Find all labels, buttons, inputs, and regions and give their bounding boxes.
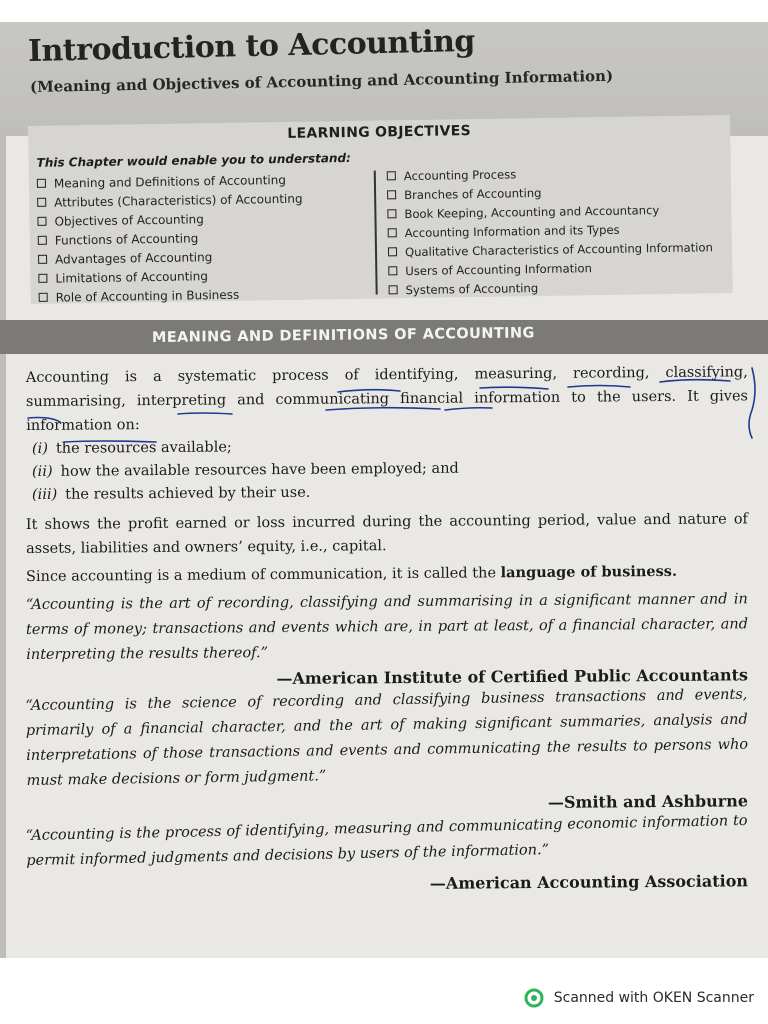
chapter-subtitle: (Meaning and Objectives of Accounting and Accounting Information) (29, 66, 614, 96)
point-item: (iii) the results achieved by their use. (31, 484, 311, 503)
scanner-text: Scanned with OKEN Scanner (553, 990, 754, 1006)
checkbox-icon (388, 247, 397, 256)
objective-item: Users of Accounting Information (388, 256, 713, 280)
objective-item: Role of Accounting in Business (39, 284, 305, 307)
chapter-title: Introduction to Accounting (27, 23, 476, 69)
checkbox-icon (387, 190, 396, 199)
profit-paragraph: It shows the profit earned or loss incurred during the accounting period, value and nature of assets, liabilities and owners’ equity, i.e., capital. (25, 511, 748, 557)
checkbox-icon (37, 179, 46, 188)
objectives-column-divider (374, 171, 377, 295)
learning-objectives-intro: This Chapter would enable you to understand: (36, 150, 351, 170)
definition-paragraph: Accounting is a systematic process of identifying, measuring, recording, classifying, summarising, interpreting and communicating financial information to the users. It gives information on: (25, 364, 749, 434)
checkbox-icon (38, 255, 47, 264)
objective-item: Accounting Process (387, 161, 712, 185)
objectives-left-list (37, 170, 304, 307)
book-page (0, 22, 768, 958)
checkbox-icon (37, 217, 46, 226)
checkbox-icon (39, 293, 48, 302)
objective-item: Branches of Accounting (387, 180, 712, 204)
checkbox-icon (388, 266, 397, 275)
language-paragraph: Since accounting is a medium of communication, it is called the language of business. (25, 562, 678, 585)
checkbox-icon (38, 274, 47, 283)
learning-objectives-box (28, 115, 733, 304)
objective-item: Limitations of Accounting (38, 265, 304, 288)
objective-item: Functions of Accounting (38, 227, 304, 250)
checkbox-icon (388, 228, 397, 237)
aicpa-attribution: —American Institute of Certified Public Accountants (276, 665, 749, 689)
checkbox-icon (38, 236, 47, 245)
objective-item: Systems of Accounting (388, 275, 713, 299)
aicpa-quote: “Accounting is the art of recording, classifying and summarising in a significant manner and in terms of money; transactions and events which are, in part at least, of a financial character, and interpreting the results thereof.” (25, 591, 749, 663)
objective-item: Objectives of Accounting (37, 208, 303, 231)
objective-item: Attributes (Characteristics) of Accounting (37, 189, 303, 212)
objectives-right-list (387, 161, 714, 299)
objective-item: Meaning and Definitions of Accounting (37, 170, 303, 193)
aaa-quote: “Accounting is the process of identifying, measuring and communicating economic information to permit informed judgments and decisions by users of the information.” (25, 812, 748, 869)
checkbox-icon (389, 285, 398, 294)
smith-ashburne-quote: “Accounting is the science of recording and classifying business transactions and events, primarily of a financial character, and the art of making significant summaries, analysis and interpretations of those transactions and events and communicating the results to persons who must make decisions or form judgment.” (25, 686, 749, 789)
objective-item: Accounting Information and its Types (388, 218, 713, 242)
section-body (26, 366, 748, 900)
scanner-logo-icon (524, 988, 544, 1008)
point-item: (i) the resources available; (31, 439, 232, 457)
page-binding-edge (0, 22, 6, 958)
checkbox-icon (37, 198, 46, 207)
language-of-business-phrase: language of business. (500, 562, 678, 582)
objective-item: Advantages of Accounting (38, 246, 304, 269)
scanner-watermark (524, 988, 754, 1008)
point-item: (ii) how the available resources have been employed; and (31, 460, 459, 480)
smith-ashburne-attribution: —Smith and Ashburne (547, 791, 749, 812)
section-title: MEANING AND DEFINITIONS OF ACCOUNTING (151, 325, 535, 346)
objective-item: Qualitative Characteristics of Accounting Information (388, 237, 713, 261)
learning-objectives-heading: LEARNING OBJECTIVES (287, 123, 472, 142)
checkbox-icon (387, 209, 396, 218)
objective-item: Book Keeping, Accounting and Accountancy (387, 199, 712, 223)
checkbox-icon (387, 171, 396, 180)
aaa-attribution: —American Accounting Association (429, 871, 749, 893)
